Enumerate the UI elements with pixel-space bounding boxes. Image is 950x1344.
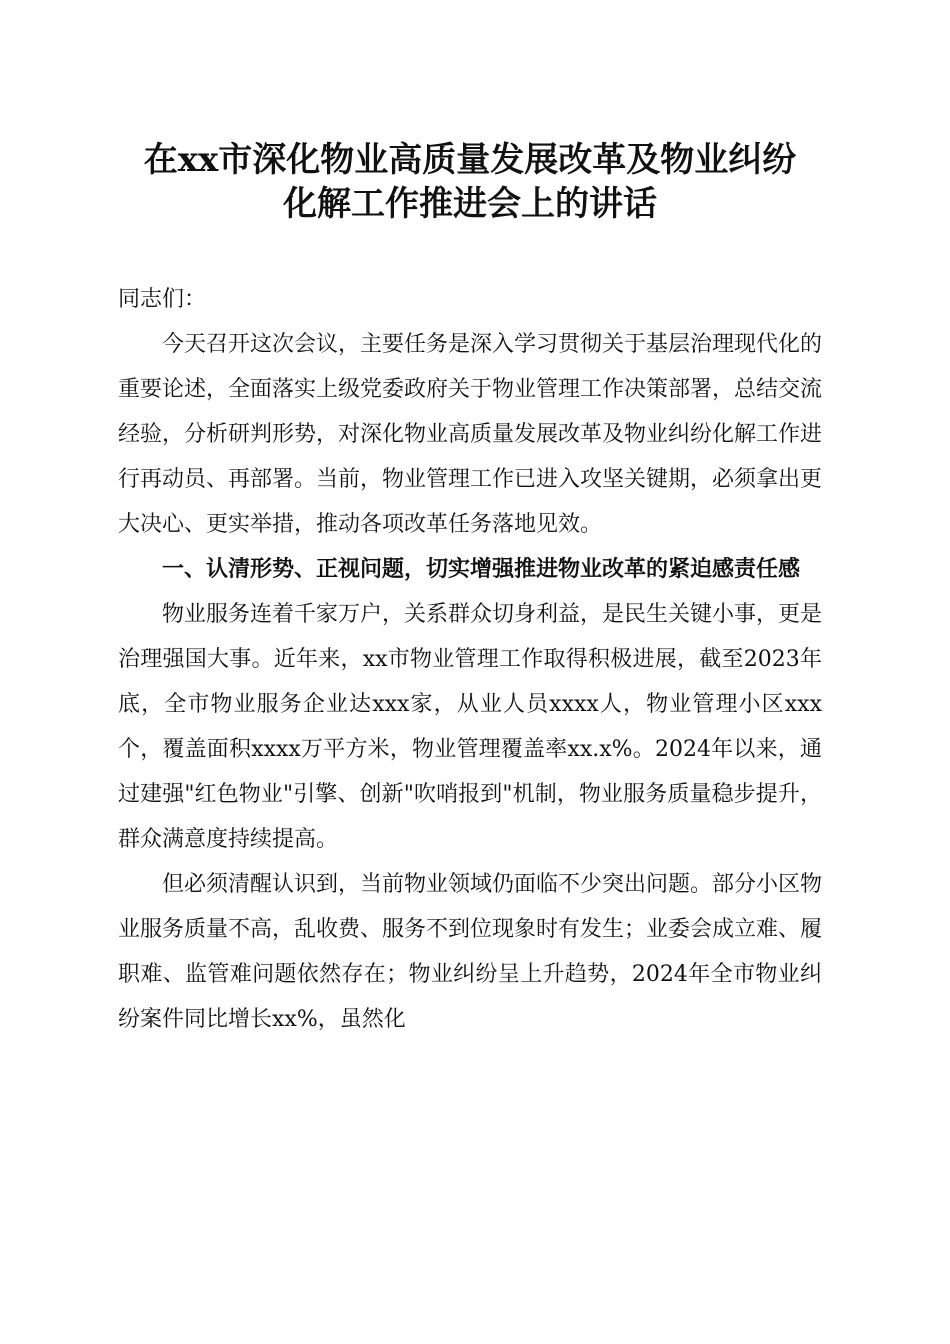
section1-paragraph-2: 但必须清醒认识到，当前物业领域仍面临不少突出问题。部分小区物业服务质量不高，乱收费、服务不到位现象时有发生；业委会成立难、履职难、监管难问题依然存在；物业纠纷呈上升趋势，2024年全市物业纠纷案件同比增长xx%，虽然化 [118, 872, 823, 1032]
title-line-1: 在xx市深化物业高质量发展改革及物业纠纷 [143, 140, 797, 180]
document-body [118, 277, 822, 1042]
document-title [110, 138, 830, 226]
opening-paragraph: 今天召开这次会议，主要任务是深入学习贯彻关于基层治理现代化的重要论述，全面落实上级党委政府关于物业管理工作决策部署，总结交流经验，分析研判形势，对深化物业高质量发展改革及物业纠纷化解工作进行再动员、再部署。当前，物业管理工作已进入攻坚关键期，必须拿出更大决心、更实举措，推动各项改革任务落地见效。 [118, 332, 823, 537]
document-page [118, 0, 822, 1344]
section1-paragraph-1: 物业服务连着千家万户，关系群众切身利益，是民生关键小事，更是治理强国大事。近年来，xx市物业管理工作取得积极进展，截至2023年底，全市物业服务企业达xxx家，从业人员xxxx人，物业管理小区xxx个，覆盖面积xxxx万平方米，物业管理覆盖率xx.x%。2024年以来，通过建强"红色物业"引擎、创新"吹哨报到"机制，物业服务质量稳步提升，群众满意度持续提高。 [118, 602, 823, 852]
salutation: 同志们： [118, 287, 207, 312]
section-heading-1: 一、认清形势、正视问题，切实增强推进物业改革的紧迫感责任感 [162, 557, 801, 582]
title-line-2: 化解工作推进会上的讲话 [283, 184, 657, 224]
